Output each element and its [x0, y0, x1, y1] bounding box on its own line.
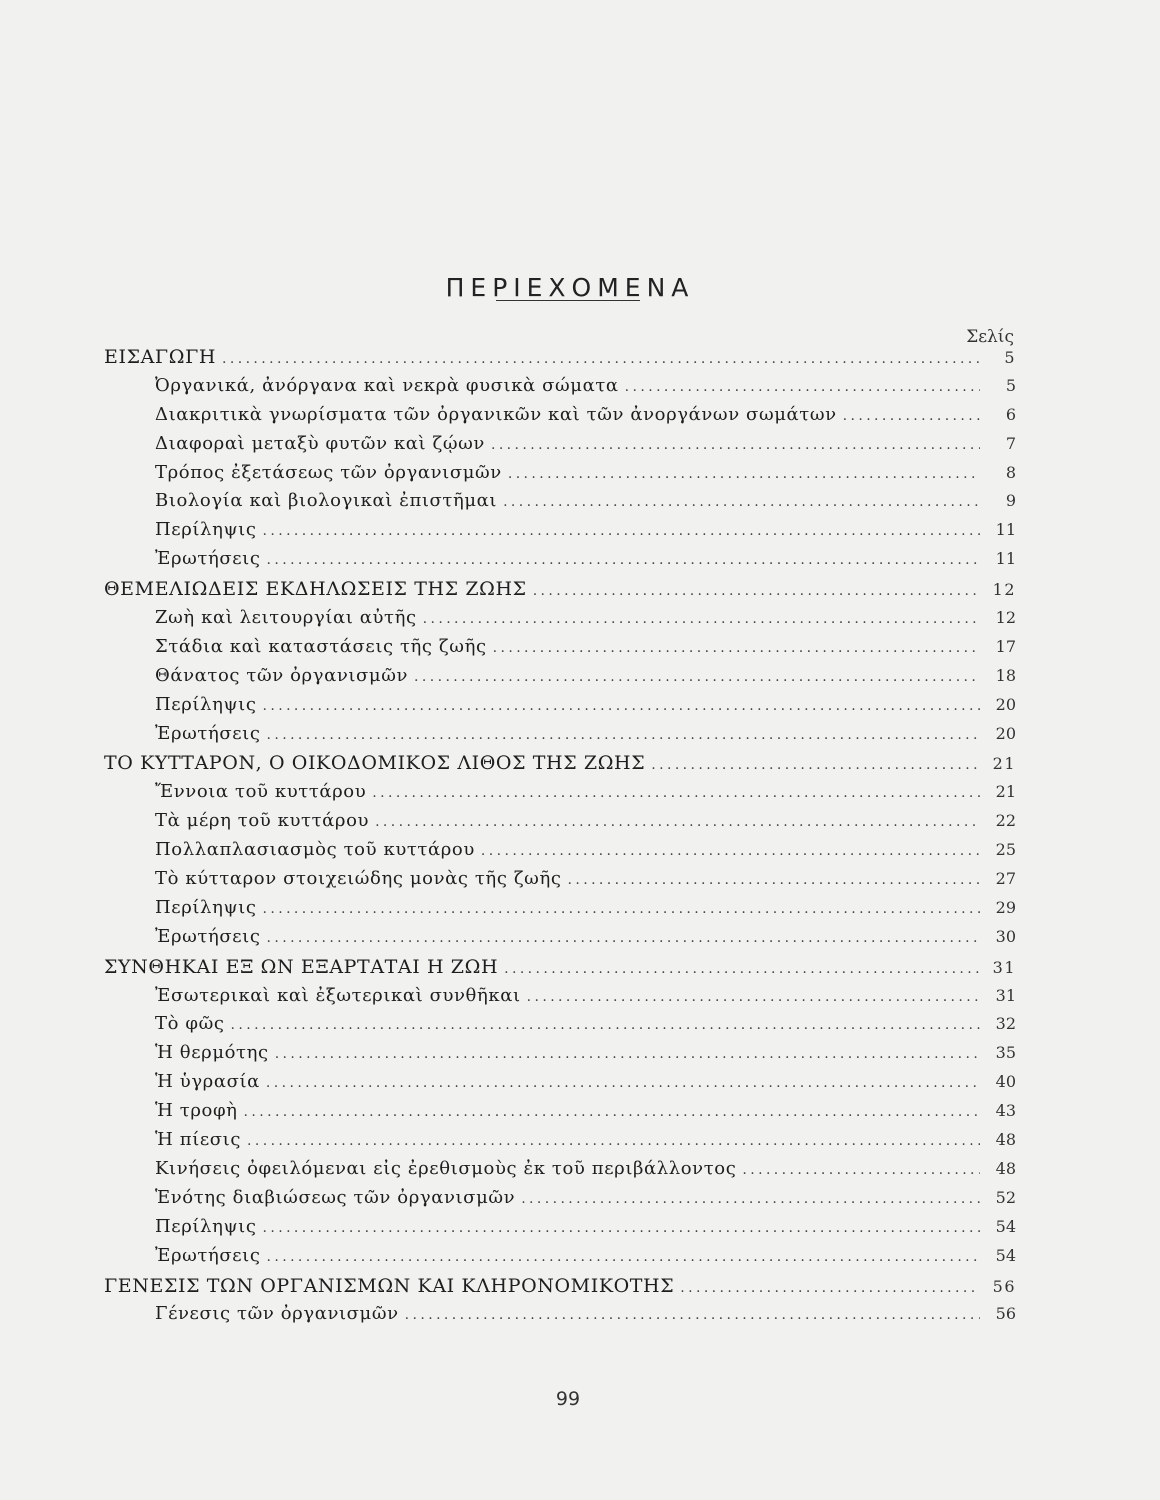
- toc-entry-page: 27: [995, 869, 1016, 889]
- toc-entry-page: 52: [995, 1187, 1016, 1207]
- dot-leader: [527, 989, 980, 1005]
- dot-leader: [244, 1104, 980, 1120]
- toc-entry-label: Τὰ μέρη τοῦ κυττάρου: [155, 810, 370, 832]
- toc-section-entry: [104, 548, 1016, 577]
- toc-entry-page: 21: [992, 754, 1016, 774]
- pages-column-label: Σελίς: [966, 327, 1014, 347]
- toc-entry-label: Κινήσεις ὀφειλόμεναι εἰς ἐρεθισμοὺς ἐκ τοῦ περιβάλλοντος: [155, 1157, 737, 1179]
- dot-leader: [266, 1075, 980, 1091]
- toc-entry-page: 9: [1005, 491, 1016, 511]
- dot-leader: [263, 1220, 980, 1236]
- toc-entry-label: Ἡ τροφὴ: [155, 1100, 238, 1122]
- toc-section-entry: [104, 375, 1016, 404]
- toc-entry-label: Περίληψις: [155, 1215, 257, 1237]
- toc-entry-label: Διακριτικὰ γνωρίσματα τῶν ὀργανικῶν καὶ τῶν ἀνοργάνων σωμάτων: [155, 403, 837, 425]
- toc-section-entry: [104, 1071, 1016, 1100]
- dot-leader: [375, 814, 980, 830]
- dot-leader: [742, 1162, 980, 1178]
- toc-entry-page: 43: [995, 1101, 1016, 1121]
- toc-section-entry: [104, 607, 1016, 636]
- dot-leader: [503, 494, 980, 510]
- toc-section-entry: [104, 519, 1016, 548]
- dot-leader: [267, 727, 980, 743]
- toc-chapter-entry: [104, 346, 1016, 375]
- table-of-contents: [104, 345, 1016, 1332]
- toc-entry-page: 22: [995, 811, 1016, 831]
- toc-entry-label: Διαφοραὶ μεταξὺ φυτῶν καὶ ζῴων: [155, 432, 485, 454]
- toc-chapter-entry: [104, 578, 1016, 607]
- toc-entry-page: 7: [1005, 433, 1016, 453]
- dot-leader: [521, 1191, 980, 1207]
- dot-leader: [508, 466, 980, 482]
- toc-chapter-entry: [104, 752, 1016, 781]
- toc-entry-label: Περίληψις: [155, 693, 257, 715]
- dot-leader: [231, 1017, 980, 1033]
- toc-section-entry: [104, 1042, 1016, 1071]
- toc-entry-label: Ἑνότης διαβιώσεως τῶν ὀργανισμῶν: [155, 1186, 516, 1208]
- toc-section-entry: [104, 636, 1016, 665]
- toc-entry-page: 56: [995, 1304, 1016, 1324]
- page-title: ΠΕΡΙΕΧΟΜΕΝΑ: [445, 272, 695, 302]
- toc-section-entry: [104, 1187, 1016, 1216]
- toc-entry-label: Τρόπος ἐξετάσεως τῶν ὀργανισμῶν: [155, 461, 502, 483]
- toc-section-entry: [104, 810, 1016, 839]
- toc-entry-page: 54: [995, 1216, 1016, 1236]
- toc-entry-label: Τὸ κύτταρον στοιχειώδης μονὰς τῆς ζωῆς: [155, 868, 562, 890]
- toc-section-entry: [104, 1303, 1016, 1332]
- toc-entry-label: Ἐσωτερικαὶ καὶ ἐξωτερικαὶ συνθῆκαι: [155, 984, 521, 1006]
- toc-section-entry: [104, 868, 1016, 897]
- title-underline: [496, 300, 640, 301]
- toc-section-entry: [104, 723, 1016, 752]
- toc-entry-label: ΓΕΝΕΣΙΣ ΤΩΝ ΟΡΓΑΝΙΣΜΩΝ ΚΑΙ ΚΛΗΡΟΝΟΜΙΚΟΤΗΣ: [104, 1274, 675, 1297]
- toc-entry-page: 31: [995, 985, 1016, 1005]
- dot-leader: [493, 640, 980, 656]
- toc-entry-label: Στάδια καὶ καταστάσεις τῆς ζωῆς: [155, 635, 487, 657]
- toc-entry-label: Περίληψις: [155, 519, 257, 541]
- toc-entry-label: Ἐρωτήσεις: [155, 925, 261, 947]
- toc-entry-label: Τὸ φῶς: [155, 1013, 225, 1035]
- toc-entry-page: 54: [995, 1245, 1016, 1265]
- toc-section-entry: [104, 1245, 1016, 1274]
- toc-entry-page: 48: [995, 1158, 1016, 1178]
- toc-entry-page: 32: [995, 1014, 1016, 1034]
- toc-entry-page: 11: [995, 549, 1016, 569]
- toc-entry-label: ΘΕΜΕΛΙΩΔΕΙΣ ΕΚΔΗΛΩΣΕΙΣ ΤΗΣ ΖΩΗΣ: [104, 578, 527, 601]
- toc-entry-label: Ἐρωτήσεις: [155, 548, 261, 570]
- toc-section-entry: [104, 694, 1016, 723]
- toc-entry-page: 25: [995, 840, 1016, 860]
- toc-entry-page: 31: [992, 957, 1016, 977]
- dot-leader: [414, 669, 980, 685]
- toc-chapter-entry: [104, 1275, 1016, 1304]
- toc-section-entry: [104, 1013, 1016, 1042]
- toc-section-entry: [104, 490, 1016, 519]
- toc-entry-page: 20: [995, 723, 1016, 743]
- toc-section-entry: [104, 839, 1016, 868]
- toc-section-entry: [104, 985, 1016, 1014]
- dot-leader: [247, 1133, 980, 1149]
- toc-entry-label: ΤΟ ΚΥΤΤΑΡΟΝ, Ο ΟΙΚΟΔΟΜΙΚΟΣ ΛΙΘΟΣ ΤΗΣ ΖΩΗΣ: [104, 752, 646, 775]
- toc-entry-page: 35: [995, 1043, 1016, 1063]
- dot-leader: [263, 698, 980, 714]
- toc-section-entry: [104, 462, 1016, 491]
- toc-section-entry: [104, 897, 1016, 926]
- toc-entry-page: 12: [992, 580, 1016, 600]
- toc-entry-page: 18: [995, 665, 1016, 685]
- toc-entry-label: ΣΥΝΘΗΚΑΙ ΕΞ ΩΝ ΕΞΑΡΤΑΤΑΙ Η ΖΩΗ: [104, 955, 499, 978]
- toc-section-entry: [104, 404, 1016, 433]
- dot-leader: [504, 961, 980, 977]
- toc-entry-label: Ἔννοια τοῦ κυττάρου: [155, 781, 367, 803]
- toc-entry-page: 8: [1005, 462, 1016, 482]
- dot-leader: [651, 757, 980, 773]
- toc-entry-page: 5: [1005, 375, 1016, 395]
- toc-entry-label: Ἡ ὑγρασία: [155, 1071, 260, 1093]
- dot-leader: [222, 351, 980, 367]
- toc-entry-label: Ἐρωτήσεις: [155, 1244, 261, 1266]
- dot-leader: [843, 408, 980, 424]
- toc-section-entry: [104, 781, 1016, 810]
- toc-entry-label: ΕΙΣΑΓΩΓΗ: [104, 346, 217, 368]
- dot-leader: [372, 785, 980, 801]
- toc-entry-label: Πολλαπλασιασμὸς τοῦ κυττάρου: [155, 839, 475, 861]
- toc-entry-page: 12: [995, 608, 1016, 628]
- toc-entry-page: 29: [995, 897, 1016, 917]
- toc-entry-page: 56: [992, 1276, 1016, 1296]
- toc-section-entry: [104, 665, 1016, 694]
- toc-section-entry: [104, 926, 1016, 955]
- toc-entry-page: 48: [995, 1130, 1016, 1150]
- toc-entry-label: Ὀργανικά, ἀνόργανα καὶ νεκρὰ φυσικὰ σώματα: [155, 374, 619, 396]
- dot-leader: [275, 1046, 980, 1062]
- dot-leader: [625, 379, 980, 395]
- toc-entry-label: Ἡ πίεσις: [155, 1129, 242, 1151]
- dot-leader: [263, 901, 980, 917]
- toc-entry-page: 5: [1004, 348, 1016, 367]
- toc-entry-page: 11: [995, 520, 1016, 540]
- toc-entry-page: 20: [995, 694, 1016, 714]
- toc-section-entry: [104, 1158, 1016, 1187]
- toc-entry-page: 21: [995, 782, 1016, 802]
- toc-entry-page: 40: [995, 1072, 1016, 1092]
- dot-leader: [263, 523, 980, 539]
- toc-entry-label: Θάνατος τῶν ὀργανισμῶν: [155, 664, 409, 686]
- toc-entry-page: 17: [995, 636, 1016, 656]
- dot-leader: [491, 437, 980, 453]
- dot-leader: [568, 872, 980, 888]
- toc-entry-page: 6: [1005, 404, 1016, 424]
- dot-leader: [680, 1280, 980, 1296]
- toc-section-entry: [104, 433, 1016, 462]
- dot-leader: [405, 1307, 980, 1323]
- toc-entry-label: Βιολογία καὶ βιολογικαὶ ἐπιστῆμαι: [155, 490, 498, 512]
- toc-entry-label: Γένεσις τῶν ὀργανισμῶν: [155, 1303, 399, 1325]
- toc-entry-label: Ἡ θερμότης: [155, 1042, 269, 1064]
- toc-entry-label: Ἐρωτήσεις: [155, 722, 261, 744]
- toc-chapter-entry: [104, 956, 1016, 985]
- dot-leader: [267, 1249, 980, 1265]
- page-number: 99: [555, 1388, 581, 1410]
- dot-leader: [267, 552, 980, 568]
- toc-section-entry: [104, 1129, 1016, 1158]
- toc-section-entry: [104, 1216, 1016, 1245]
- dot-leader: [481, 843, 980, 859]
- toc-entry-label: Ζωὴ καὶ λειτουργίαι αὐτῆς: [155, 607, 417, 629]
- dot-leader: [267, 930, 980, 946]
- toc-entry-page: 30: [995, 926, 1016, 946]
- toc-section-entry: [104, 1100, 1016, 1129]
- dot-leader: [533, 583, 980, 599]
- toc-entry-label: Περίληψις: [155, 896, 257, 918]
- dot-leader: [423, 611, 980, 627]
